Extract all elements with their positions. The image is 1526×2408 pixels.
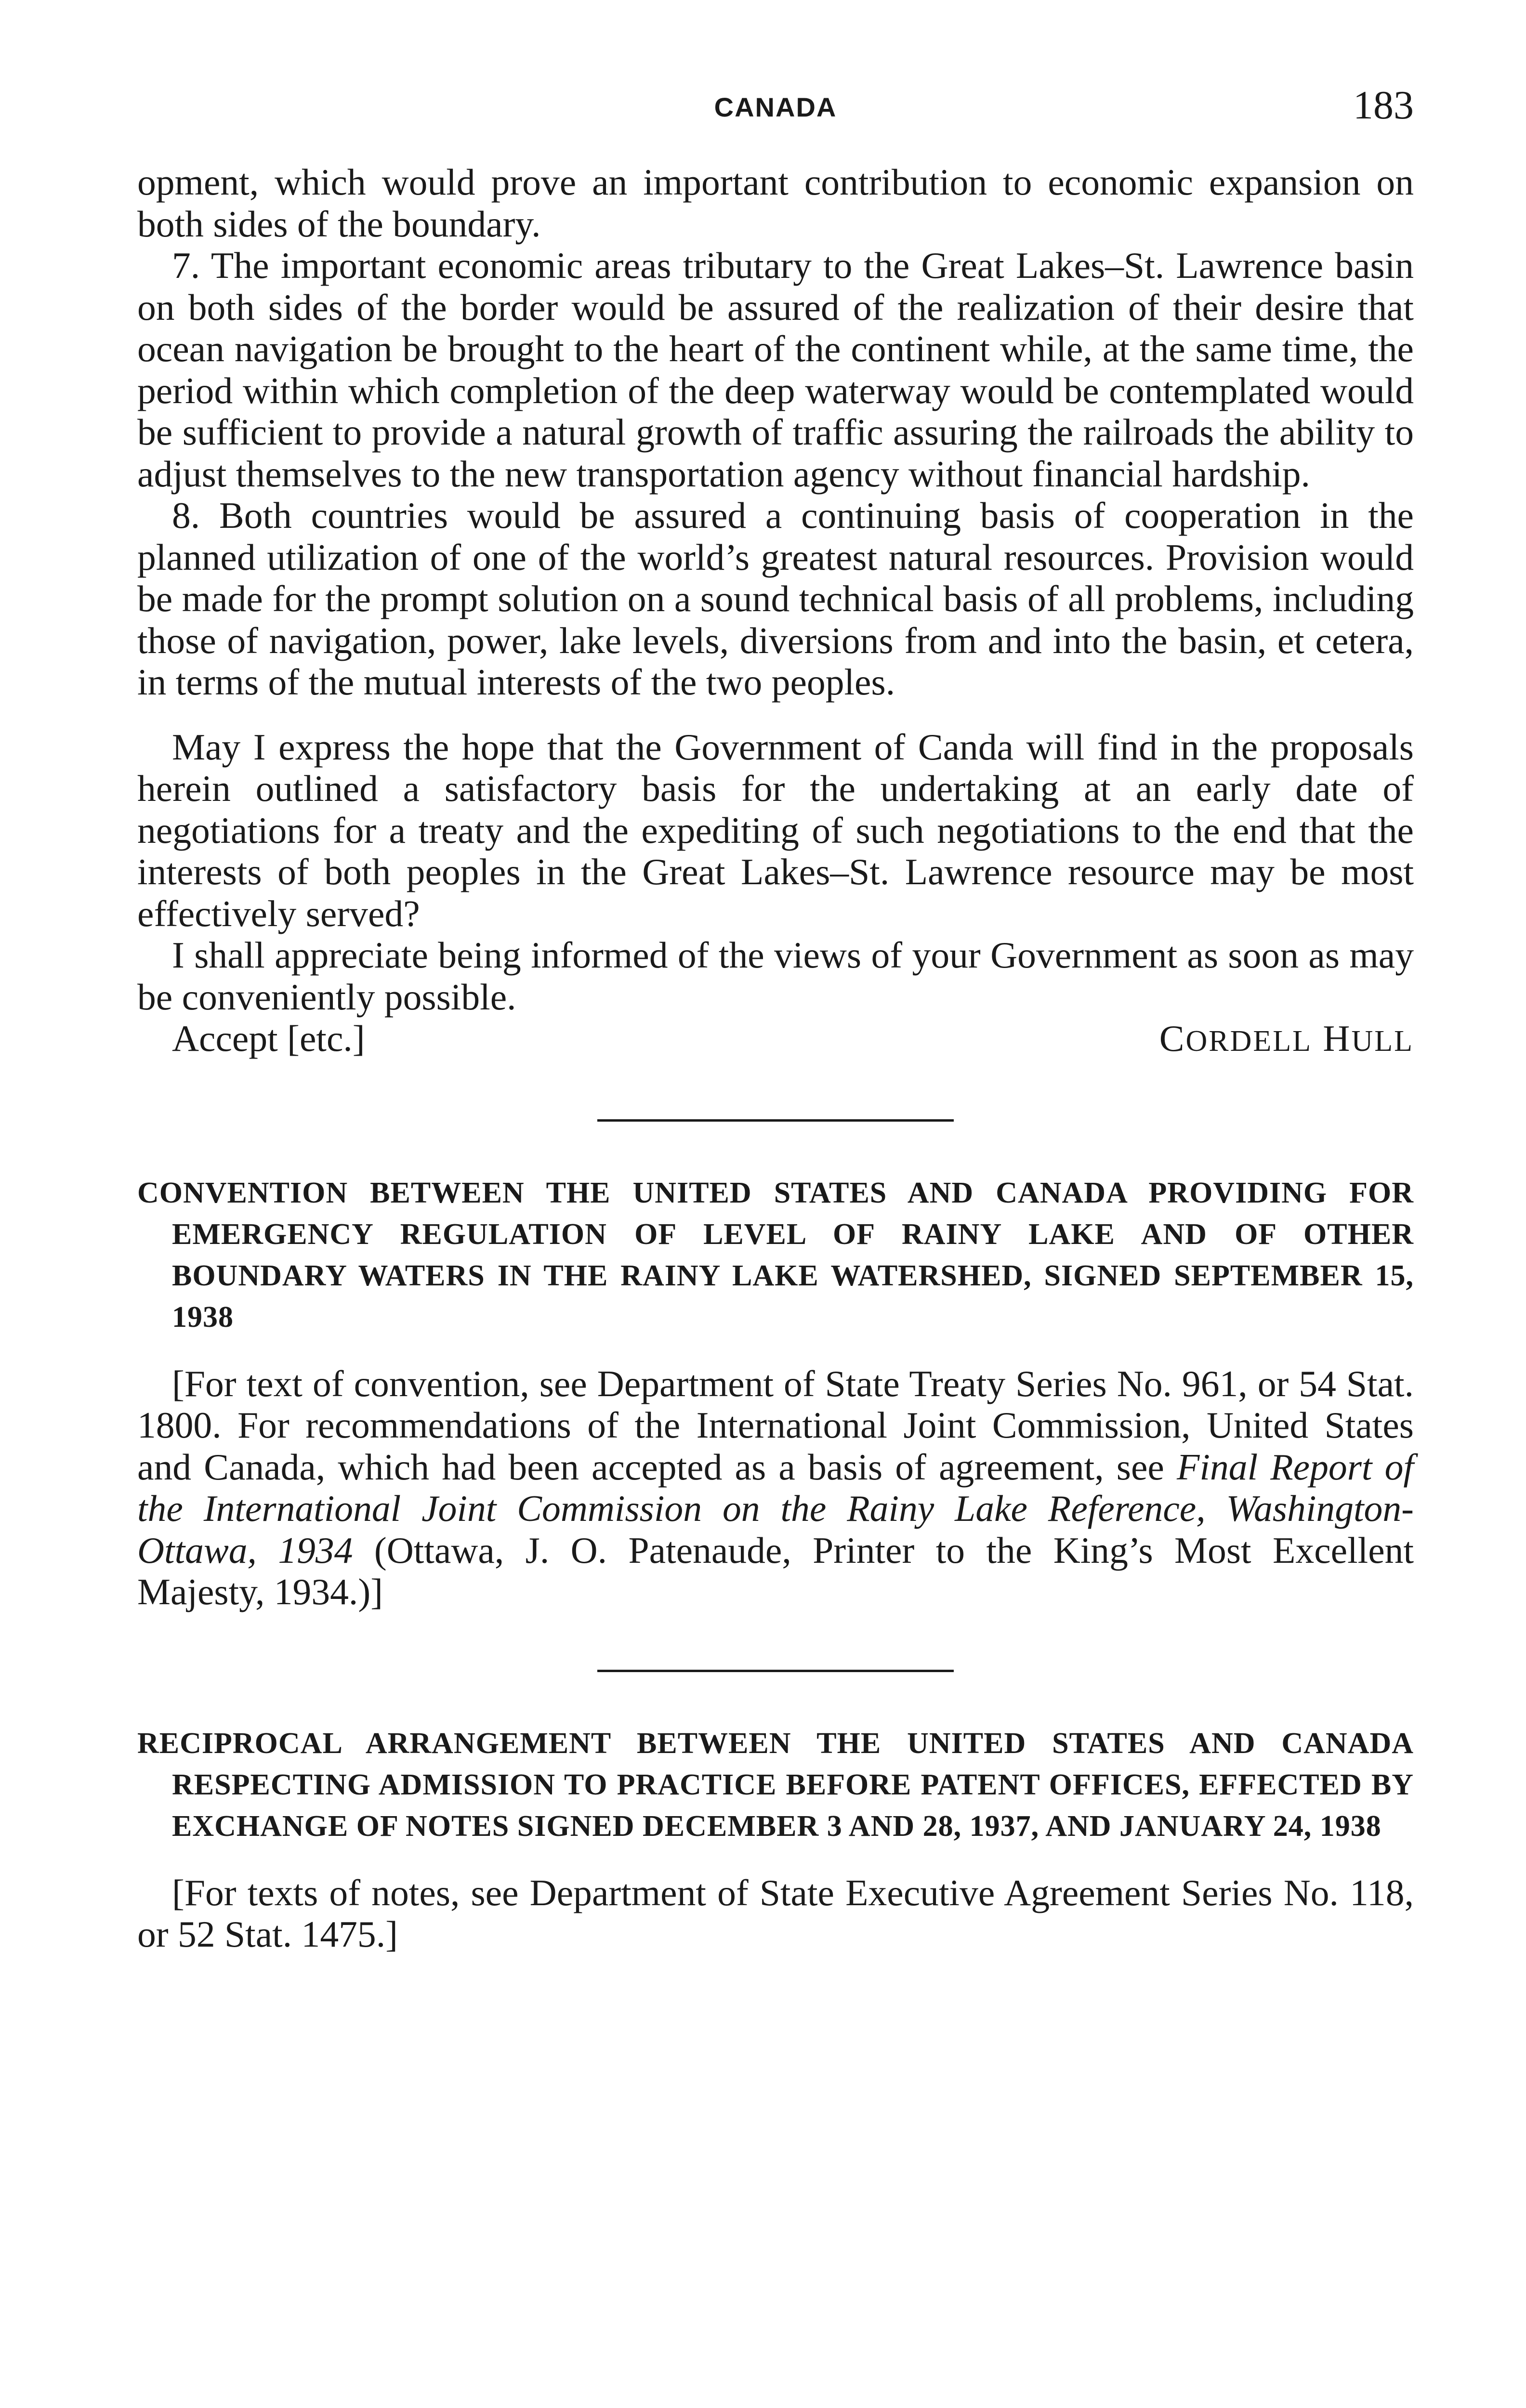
signatory-last-initial: H (1323, 1018, 1352, 1059)
letter-closing-request: I shall appreciate being informed of the views of your Government as soon as may be conveniently possible. (137, 934, 1414, 1018)
paragraph-gap (137, 703, 1414, 726)
running-head: CANADA (714, 92, 837, 122)
convention-note-publisher: (Ottawa, J. O. Patenaude, Printer to the King’s Most Excellent Majesty, 1934.)] (137, 1529, 1414, 1612)
letter-item-8: 8. Both countries would be assured a continuing basis of cooperation in the planned utilization of one of the world’s greatest natural resources. Provision would be made for the prompt solution on a sound technical basis of all problems, including those of navigation, power, lake levels, diversions from and into the basin, et cetera, in terms of the mutual interests of the two peoples. (137, 495, 1414, 703)
letter-item-7: 7. The important economic areas tributary to the Great Lakes–St. Lawrence basin on both sides of the border would be assured of the realization of their desire that ocean navigation be brought to the heart of the continent while, at the same time, the period within which completion of the deep waterway would be contemplated would be sufficient to provide a natural growth of traffic assuring the railroads the ability to adjust themselves to the new transportation agency without financial hardship. (137, 245, 1414, 495)
complimentary-close: Accept [etc.] (172, 1018, 365, 1059)
signatory-name (1159, 1018, 1414, 1062)
letter-continuation: opment, which would prove an important contribution to economic expansion on both sides of the boundary. (137, 161, 1414, 245)
convention-note (137, 1363, 1414, 1613)
letter-closing-paragraph: May I express the hope that the Government of Canda will find in the proposals herein outlined a satisfactory basis for the undertaking at an early date of negotiations for a treaty and the expediting of such negotiations to the end that the interests of both peoples in the Great Lakes–St. Lawrence resource may be most effectively served? (137, 726, 1414, 934)
reciprocal-heading: RECIPROCAL ARRANGEMENT BETWEEN THE UNITED STATES AND CANADA RESPECTING ADMISSION TO PRACTICE BEFORE PATENT OFFICES, EFFECTED BY EXCHANGE OF NOTES SIGNED DECEMBER 3 AND 28, 1937, AND JANUARY 24, 1938 (137, 1727, 1414, 1843)
reciprocal-note: [For texts of notes, see Department of State Executive Agreement Series No. 118, or 52 Stat. 1475.] (137, 1871, 1414, 1955)
report-title: Final Report of the International Joint Commission on the Rainy Lake Reference, Washington-Ottawa, 1934 (137, 1446, 1414, 1571)
convention-note-text: [For text of convention, see Department of State Treaty Series No. 961, or 54 Stat. 1800. For recommendations of the International Joint Commission, United States and Canada, which had been accepted as a basis of agreement, see (137, 1362, 1414, 1488)
section-divider (597, 1119, 954, 1122)
convention-heading: CONVENTION BETWEEN THE UNITED STATES AND CANADA PROVIDING FOR EMERGENCY REGULATION OF LEVEL OF RAINY LAKE AND OF OTHER BOUNDARY WATERS IN THE RAINY LAKE WATERSHED, SIGNED SEPTEMBER 15, 1938 (137, 1176, 1414, 1334)
signature-line (137, 1018, 1414, 1062)
page-body (137, 161, 1414, 1955)
signatory-last-rest: ULL (1351, 1025, 1414, 1058)
page-number: 183 (1353, 83, 1414, 128)
page-header (137, 82, 1414, 144)
section-divider (597, 1670, 954, 1672)
signatory-first-rest: ORDELL (1185, 1025, 1313, 1058)
signatory-first-initial: C (1159, 1018, 1186, 1059)
